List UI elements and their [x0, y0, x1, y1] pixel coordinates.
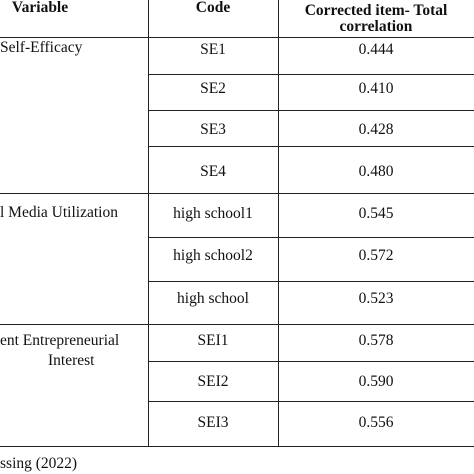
- rule-row: [148, 401, 474, 402]
- code-cell: SE1: [200, 41, 226, 58]
- header-variable: Variable: [11, 0, 69, 16]
- variable-entrepreneurial-interest-line1: ent Entrepreneurial: [0, 332, 120, 349]
- variable-entrepreneurial-interest-line2: Interest: [48, 352, 95, 369]
- value-cell: 0.480: [358, 163, 394, 180]
- value-cell: 0.428: [358, 121, 394, 138]
- value-cell: 0.578: [358, 332, 394, 349]
- code-cell: SE3: [200, 121, 226, 138]
- value-cell: 0.556: [358, 414, 394, 431]
- value-cell: 0.545: [358, 205, 394, 222]
- header-correlation-line2: correlation: [339, 18, 413, 35]
- rule-row: [148, 361, 474, 362]
- value-cell: 0.523: [358, 290, 394, 307]
- value-cell: 0.444: [358, 41, 394, 58]
- rule-header-bottom: [0, 37, 474, 38]
- variable-media-utilization: l Media Utilization: [0, 204, 118, 221]
- variable-self-efficacy: Self-Efficacy: [0, 39, 83, 56]
- code-cell: SEI2: [197, 373, 229, 390]
- header-code: Code: [195, 0, 231, 16]
- value-cell: 0.590: [358, 373, 394, 390]
- code-cell: high school2: [173, 247, 253, 264]
- rule-table-bottom: [0, 446, 474, 447]
- code-cell: SE4: [200, 163, 226, 180]
- rule-row: [148, 146, 474, 147]
- source-footnote: ssing (2022): [0, 455, 78, 472]
- value-cell: 0.572: [358, 247, 394, 264]
- code-cell: high school1: [173, 205, 253, 222]
- code-cell: SEI1: [197, 332, 229, 349]
- code-cell: SEI3: [197, 414, 229, 431]
- rule-row: [148, 237, 474, 238]
- rule-row: [148, 110, 474, 111]
- value-cell: 0.410: [358, 80, 394, 97]
- rule-row: [148, 281, 474, 282]
- rule-row: [148, 74, 474, 75]
- rule-group: [0, 324, 474, 325]
- code-cell: high school: [177, 290, 249, 307]
- rule-group: [0, 193, 474, 194]
- header-correlation-line1: Corrected item- Total: [304, 2, 448, 19]
- code-cell: SE2: [200, 80, 226, 97]
